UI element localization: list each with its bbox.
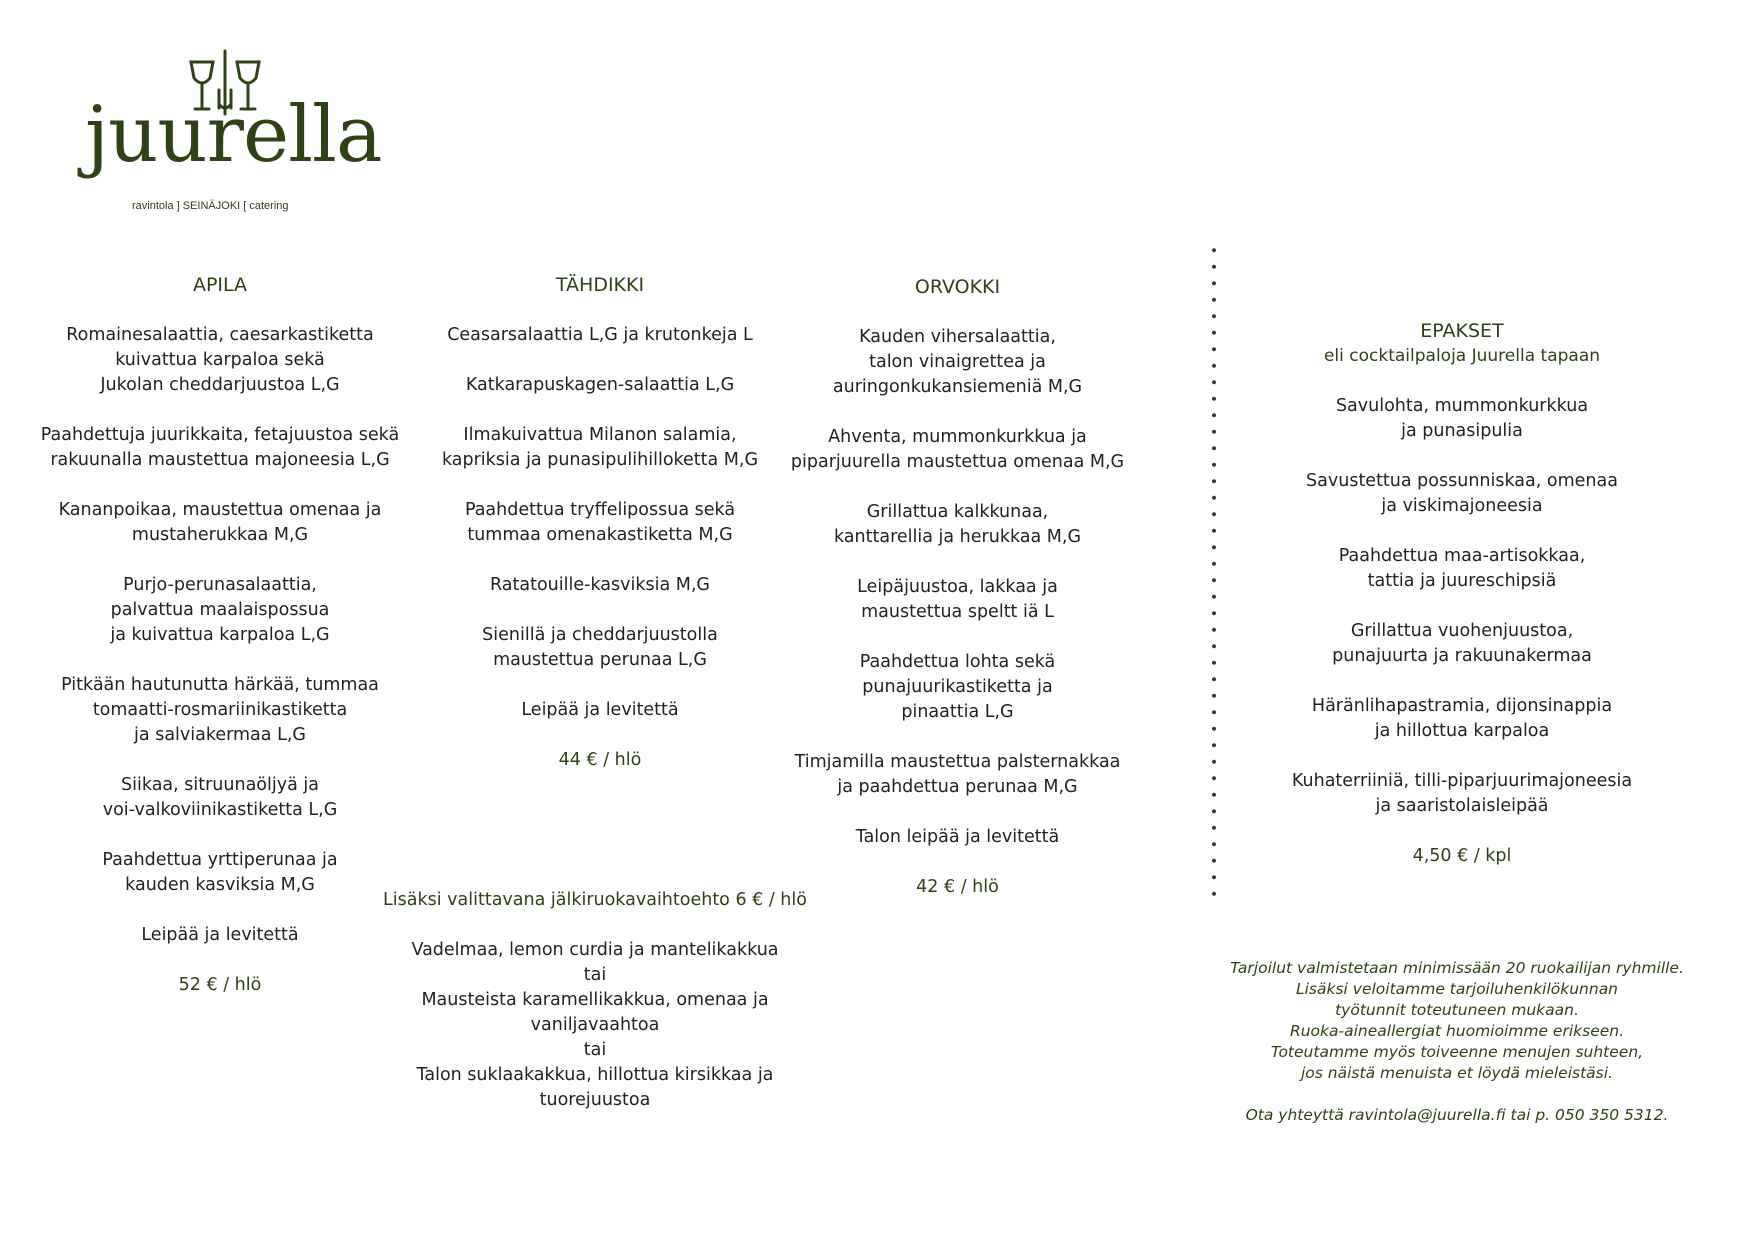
note-line: jos näistä menuista et löydä mieleistäsi. — [1301, 1064, 1613, 1082]
menu-apila — [40, 273, 400, 998]
menu-item: Ratatouille-kasviksia M,G — [490, 575, 710, 595]
menu-subtitle: eli cocktailpaloja Juurella tapaan — [1323, 346, 1601, 366]
note-line: Tarjoilut valmistetaan minimissään 20 ruokailijan ryhmille. — [1230, 959, 1684, 977]
menu-item: Kauden vihersalaattia, talon vinaigrettea ja auringonkukansiemeniä M,G — [832, 327, 1083, 397]
service-notes — [1222, 958, 1692, 1126]
menu-item: Siikaa, sitruunaöljyä ja voi-valkoviinikastiketta L,G — [102, 775, 338, 820]
menu-item: Paahdettua yrttiperunaa ja kauden kasviksia M,G — [102, 850, 338, 895]
menu-price: 4,50 € / kpl — [1412, 846, 1512, 866]
menu-orvokki — [780, 275, 1135, 900]
dessert-line: tai — [583, 1040, 607, 1060]
menu-item: Häränlihapastramia, dijonsinappia ja hillottua karpaloa — [1311, 696, 1613, 741]
menu-title: APILA — [192, 274, 248, 296]
menu-item: Savulohta, mummonkurkkua ja punasipulia — [1335, 396, 1589, 441]
menu-item: Kuhaterriiniä, tilli-piparjuurimajoneesia ja saaristolaisleipää — [1291, 771, 1633, 816]
menu-item: Leipäjuustoa, lakkaa ja maustettua speltt iä L — [857, 577, 1058, 622]
logo-tagline: ravintola ] SEINÄJOKI [ catering — [132, 200, 289, 212]
menu-item: Paahdettua tryffelipossua sekä tummaa omenakastiketta M,G — [464, 500, 736, 545]
menu-item: Timjamilla maustettua palsternakkaa ja paahdettua perunaa M,G — [794, 752, 1121, 797]
menu-item: Purjo-perunasalaattia, palvattua maalaispossua ja kuivattua karpaloa L,G — [110, 575, 330, 645]
menu-item: Grillattua kalkkunaa, kanttarellia ja herukkaa M,G — [833, 502, 1082, 547]
menu-item: Sienillä ja cheddarjuustolla maustettua perunaa L,G — [482, 625, 718, 670]
menu-item: Ceasarsalaattia L,G ja krutonkeja L — [447, 325, 753, 345]
menu-title: TÄHDIKKI — [555, 274, 645, 296]
menu-title: ORVOKKI — [914, 276, 1001, 298]
menu-item: Talon leipää ja levitettä — [855, 827, 1060, 847]
menu-item: Paahdettua lohta sekä punajuurikastiketta ja pinaattia L,G — [859, 652, 1056, 722]
menu-item: Pitkään hautunutta härkää, tummaa tomaatti-rosmariinikastiketta ja salviakermaa L,G — [61, 675, 379, 745]
menu-item: Paahdettua maa-artisokkaa, tattia ja juureschipsiä — [1338, 546, 1586, 591]
dessert-options — [365, 888, 825, 1113]
menu-tahdikki — [420, 273, 780, 773]
menu-epakset — [1262, 319, 1662, 869]
menu-item: Romainesalaattia, caesarkastiketta kuivattua karpaloa sekä Jukolan cheddarjuustoa L,G — [66, 325, 374, 395]
note-line: Ruoka-aineallergiat huomioimme erikseen. — [1289, 1022, 1625, 1040]
menu-item: Paahdettuja juurikkaita, fetajuustoa sekä rakuunalla maustettua majoneesia L,G — [40, 425, 400, 470]
brand-logo — [85, 46, 382, 226]
menu-item: Ilmakuivattua Milanon salamia, kapriksia ja punasipulihilloketta M,G — [441, 425, 759, 470]
menu-item: Grillattua vuohenjuustoa, punajuurta ja rakuunakermaa — [1332, 621, 1592, 666]
note-line: Lisäksi veloitamme tarjoiluhenkilökunnan — [1295, 980, 1619, 998]
menu-price: 44 € / hlö — [558, 750, 642, 770]
menu-item: Leipää ja levitettä — [521, 700, 679, 720]
menu-item: Savustettua possunniskaa, omenaa ja viskimajoneesia — [1306, 471, 1618, 516]
dessert-line: tai — [583, 965, 607, 985]
logo-wordmark: juurella — [85, 90, 382, 180]
menu-item: Katkarapuskagen-salaattia L,G — [465, 375, 735, 395]
dessert-line: Talon suklaakakkua, hillottua kirsikkaa ja tuorejuustoa — [416, 1065, 774, 1110]
menu-item: Kananpoikaa, maustettua omenaa ja mustaherukkaa M,G — [58, 500, 382, 545]
menu-item: Ahventa, mummonkurkkua ja piparjuurella maustettua omenaa M,G — [790, 427, 1125, 472]
contact-line: Ota yhteyttä ravintola@juurella.fi tai p. 050 350 5312. — [1245, 1106, 1669, 1124]
dessert-line: Mausteista karamellikakkua, omenaa ja vaniljavaahtoa — [421, 990, 769, 1035]
note-line: työtunnit toteutuneen mukaan. — [1335, 1001, 1579, 1019]
menu-item: Leipää ja levitettä — [141, 925, 299, 945]
menu-title: EPAKSET — [1420, 320, 1504, 342]
note-line: Toteutamme myös toiveenne menujen suhteen, — [1270, 1043, 1644, 1061]
dessert-line: Vadelmaa, lemon curdia ja mantelikakkua — [411, 940, 779, 960]
dotted-divider — [1212, 242, 1216, 902]
menu-price: 42 € / hlö — [916, 877, 999, 897]
dessert-title: Lisäksi valittavana jälkiruokavaihtoehto 6 € / hlö — [383, 890, 807, 910]
menu-price: 52 € / hlö — [178, 975, 262, 995]
